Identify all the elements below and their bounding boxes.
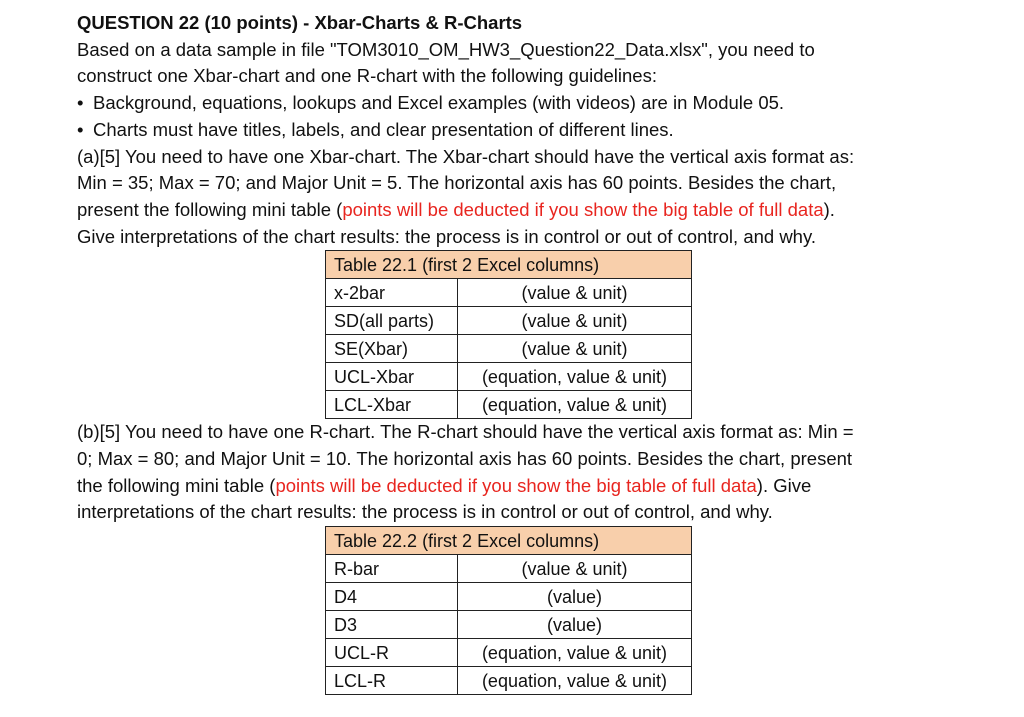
- part-b-line-2: 0; Max = 80; and Major Unit = 10. The horizontal axis has 60 points. Besides the chart, present: [77, 448, 853, 470]
- table-caption-row: [326, 527, 692, 555]
- table-cell-label: x-2bar: [326, 279, 458, 307]
- table-cell-value: (equation, value & unit): [458, 667, 692, 695]
- bullet-text: Background, equations, lookups and Excel examples (with videos) are in Module 05.: [93, 92, 785, 114]
- table-cell-label: LCL-R: [326, 667, 458, 695]
- table-row: [326, 555, 692, 583]
- table-cell-label: LCL-Xbar: [326, 391, 458, 419]
- part-a-line-4: Give interpretations of the chart results: the process is in control or out of control, and why.: [77, 225, 816, 247]
- table-row: [326, 611, 692, 639]
- table-cell-label: D4: [326, 583, 458, 611]
- table-22-1: [325, 250, 692, 419]
- part-b-line-4: interpretations of the chart results: the process is in control or out of control, and why.: [77, 501, 773, 523]
- bullet-item: [77, 117, 977, 144]
- table-row: [326, 279, 692, 307]
- table-cell-label: D3: [326, 611, 458, 639]
- bullet-glyph: •: [77, 118, 84, 140]
- table-row: [326, 363, 692, 391]
- table-row: [326, 667, 692, 695]
- intro-line-2: construct one Xbar-chart and one R-chart with the following guidelines:: [77, 65, 657, 87]
- table-cell-value: (equation, value & unit): [458, 639, 692, 667]
- table-cell-value: (equation, value & unit): [458, 391, 692, 419]
- question-document: [77, 10, 977, 695]
- table-row: [326, 335, 692, 363]
- part-a-line-1: (a)[5] You need to have one Xbar-chart. The Xbar-chart should have the vertical axis format as:: [77, 145, 855, 167]
- part-a-line-3: [77, 197, 977, 224]
- table-cell-label: UCL-R: [326, 639, 458, 667]
- part-b-line-3-post: ). Give: [756, 474, 812, 496]
- table-row: [326, 391, 692, 419]
- table-row: [326, 307, 692, 335]
- part-a-line-3-post: ).: [823, 198, 835, 220]
- table-cell-label: SE(Xbar): [326, 335, 458, 363]
- table-caption: Table 22.1 (first 2 Excel columns): [326, 251, 692, 279]
- part-b-line-3-pre: the following mini table (: [77, 474, 276, 496]
- part-a-line-3-pre: present the following mini table (: [77, 198, 343, 220]
- table-cell-label: SD(all parts): [326, 307, 458, 335]
- question-title: QUESTION 22 (10 points) - Xbar-Charts & R-Charts: [77, 12, 523, 33]
- table-cell-value: (value): [458, 611, 692, 639]
- bullet-glyph: •: [77, 92, 84, 114]
- table-caption-row: [326, 251, 692, 279]
- table-cell-label: UCL-Xbar: [326, 363, 458, 391]
- bullet-item: [77, 90, 977, 117]
- table-22-2: [325, 526, 692, 695]
- table-cell-value: (value): [458, 583, 692, 611]
- part-a-line-2: Min = 35; Max = 70; and Major Unit = 5. The horizontal axis has 60 points. Besides the chart,: [77, 172, 837, 194]
- table-row: [326, 639, 692, 667]
- part-b-line-3: [77, 473, 977, 500]
- table-cell-value: (equation, value & unit): [458, 363, 692, 391]
- intro-line-1: Based on a data sample in file "TOM3010_OM_HW3_Question22_Data.xlsx", you need to: [77, 38, 815, 60]
- part-b-line-1: (b)[5] You need to have one R-chart. The R-chart should have the vertical axis format as: Min =: [77, 421, 854, 443]
- bullet-text: Charts must have titles, labels, and clear presentation of different lines.: [93, 118, 674, 140]
- table-cell-label: R-bar: [326, 555, 458, 583]
- table-caption: Table 22.2 (first 2 Excel columns): [326, 527, 692, 555]
- table-cell-value: (value & unit): [458, 279, 692, 307]
- table-cell-value: (value & unit): [458, 555, 692, 583]
- table-row: [326, 583, 692, 611]
- table-cell-value: (value & unit): [458, 307, 692, 335]
- part-b-deduction-warning: points will be deducted if you show the big table of full data: [275, 474, 757, 496]
- table-cell-value: (value & unit): [458, 335, 692, 363]
- part-a-deduction-warning: points will be deducted if you show the big table of full data: [342, 198, 824, 220]
